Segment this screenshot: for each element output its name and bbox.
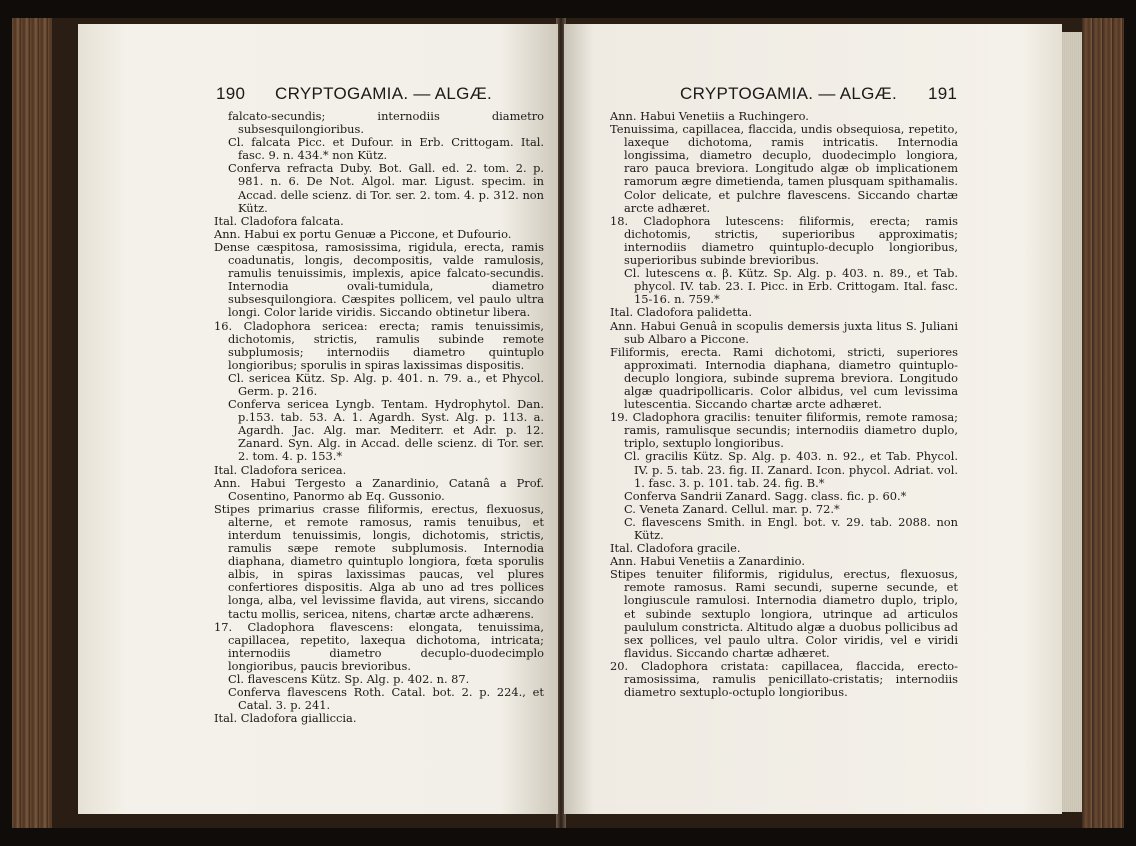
paragraph: Ann. Habui Tergesto a Zanardinio, Catanâ a Prof. Cosentino, Panormo ab Eq. Gussonio. [214,475,544,503]
paragraph: Ann. Habui ex portu Genuæ a Piccone, et Dufourio. [214,226,512,241]
paragraph: Cl. flavescens Kütz. Sp. Alg. p. 402. n. 87. [228,672,470,687]
paragraph: Filiformis, erecta. Rami dichotomi, stricti, superiores approximati. Internodia diaphana, diametro quintuplo-decuplo longiora, subinde suprema breviora. Longitudo algæ quadripollicaris. Color albidus, vel cum levissima lutescentia. Siccando chartæ arcte adhæret. [610,344,958,412]
paragraph: 16. Cladophora sericea: erecta; ramis tenuissimis, dichotomis, strictis, ramulis subinde remote subplumosis; internodiis diametro quintuplo longioribus; sporulis in spiras laxissimas dispositis. [214,318,544,372]
paragraph: Conferva flavescens Roth. Catal. bot. 2. p. 224., et Catal. 3. p. 241. [228,685,544,713]
right-page-text [610,110,958,699]
left-running-head [216,84,546,104]
paragraph: Ital. Cladofora falcata. [214,213,344,228]
paragraph: Cl. gracilis Kütz. Sp. Alg. p. 403. n. 92., et Tab. Phycol. IV. p. 5. tab. 23. fig. II. Zanard. Icon. phycol. Adriat. vol. 1. fasc. 3. p. 101. tab. 24. fig. B.* [624,449,958,490]
paragraph: Cl. sericea Kütz. Sp. Alg. p. 401. n. 79. a., et Phycol. Germ. p. 216. [228,370,544,398]
paragraph: Cl. lutescens α. β. Kütz. Sp. Alg. p. 403. n. 89., et Tab. phycol. IV. tab. 23. I. Picc. in Erb. Crittogam. Ital. fasc. 15-16. n. 759.* [624,266,958,307]
right-page-number: 191 [928,84,958,103]
page-edges [1062,32,1084,812]
right-page [564,24,1062,814]
paragraph: Dense cæspitosa, ramosissima, rigidula, erecta, ramis coadunatis, longis, decompositis, valde ramulosis, ramulis tenuissimis, implexis, apice falcato-secundis. Internodia ovali-tumidula, diametro subsesquilongiora. Cæspites pollicem, vel paulo ultra longi. Color laride viridis. Siccando obtinetur libera. [214,239,544,320]
paragraph: C. flavescens Smith. in Engl. bot. v. 29. tab. 2088. non Kütz. [624,514,958,542]
paragraph: C. Veneta Zanard. Cellul. mar. p. 72.* [624,501,840,516]
paragraph: Ital. Cladofora gracile. [610,541,741,556]
paragraph: falcato-secundis; internodiis diametro subsesquilongioribus. [228,109,544,137]
paragraph: Ital. Cladofora gialliccia. [214,711,357,726]
paragraph: 18. Cladophora lutescens: filiformis, erecta; ramis dichotomis, strictis, superioribus approximatis; internodiis diametro quintuplo-decuplo longioribus, superioribus subinde brevioribus. [610,213,958,268]
book-cover-right [1082,18,1124,828]
paragraph: 19. Cladophora gracilis: tenuiter filiformis, remote ramosa; ramis, ramulisque secundis; internodiis diametro duplo, triplo, sextuplo longioribus. [610,410,958,451]
left-running-title: CRYPTOGAMIA. — ALGÆ. [275,84,493,103]
paragraph: Cl. falcata Picc. et Dufour. in Erb. Crittogam. Ital. fasc. 9. n. 434.* non Kütz. [228,135,544,163]
paragraph: 20. Cladophora cristata: capillacea, flaccida, erecto-ramosissima, ramulis penicillato-cristatis; internodiis diametro sextuplo-octuplo longioribus. [610,658,958,700]
paragraph: Stipes tenuiter filiformis, rigidulus, erectus, flexuosus, remote ramosus. Rami secundi, superne secunde, et longiuscule ramulosi. Internodia diametro duplo, triplo, et subinde sextuplo longiora, utrinque ad articulos paululum constricta. Altitudo algæ a duobus pollicibus ad sex pollices, vel paulo ultra. Color viridis, vel e viridi flavidus. Siccando chartæ adhæret. [610,567,958,660]
paragraph: Ital. Cladofora sericea. [214,462,347,477]
right-running-title: CRYPTOGAMIA. — ALGÆ. [680,84,897,103]
paragraph: Tenuissima, capillacea, flaccida, undis obsequiosa, repetito, laxeque dichotoma, ramis intricatis. Internodia longissima, diametro decuplo, duodecimplo longiora, raro pauca breviora. Longitudo algæ ob implicationem ramorum ægre dimetienda, tamen plusquam spithamalis. Color delicate, et pulchre flavescens. Siccando chartæ arcte adhæret. [610,122,958,215]
paragraph: Stipes primarius crasse filiformis, erectus, flexuosus, alterne, et remote ramosus, ramis tenuibus, et interdum tenuissimis, longis, dichotomis, strictis, ramulis sæpe remote subplumosis. Internodia diaphana, diametro quintuplo longiora, fœta sporulis albis, in spiras laxissimas paucas, vel plures confertiores dispositis. Alga ab uno ad tres pollices longa, alba, vel levissime flavida, aut virens, siccando tactu mollis, sericea, nitens, chartæ arcte adhærens. [214,501,544,621]
paragraph: Ann. Habui Venetiis a Zanardinio. [610,554,805,569]
right-running-head [680,84,1000,104]
paragraph: Ann. Habui Genuâ in scopulis demersis juxta litus S. Juliani sub Albaro a Piccone. [610,318,958,346]
paragraph: Conferva sericea Lyngb. Tentam. Hydrophytol. Dan. p.153. tab. 53. A. 1. Agardh. Syst. Alg. p. 113. a. Agardh. Jac. Alg. mar. Mediterr. et Adr. p. 12. Zanard. Syn. Alg. in Accad. delle scienz. di Tor. ser. 2. tom. 4. p. 153.* [228,397,544,464]
left-page [78,24,558,814]
open-book [12,18,1124,828]
paragraph: Conferva refracta Duby. Bot. Gall. ed. 2. tom. 2. p. 981. n. 6. De Not. Algol. mar. Ligust. specim. in Accad. delle scienz. di Tor. ser. 2. tom. 4. p. 312. non Kütz. [228,161,544,215]
paragraph: Conferva Sandrii Zanard. Sagg. class. fic. p. 60.* [624,488,907,503]
left-page-number: 190 [216,84,246,103]
book-cover-left [12,18,52,828]
paragraph: 17. Cladophora flavescens: elongata, tenuissima, capillacea, repetito, laxequa dichotoma, intricata; internodiis diametro decuplo-duodecimplo longioribus, paucis brevioribus. [214,619,544,673]
paragraph: Ann. Habui Venetiis a Ruchingero. [610,109,809,123]
paragraph: Ital. Cladofora palidetta. [610,305,752,320]
left-page-text [214,110,544,725]
